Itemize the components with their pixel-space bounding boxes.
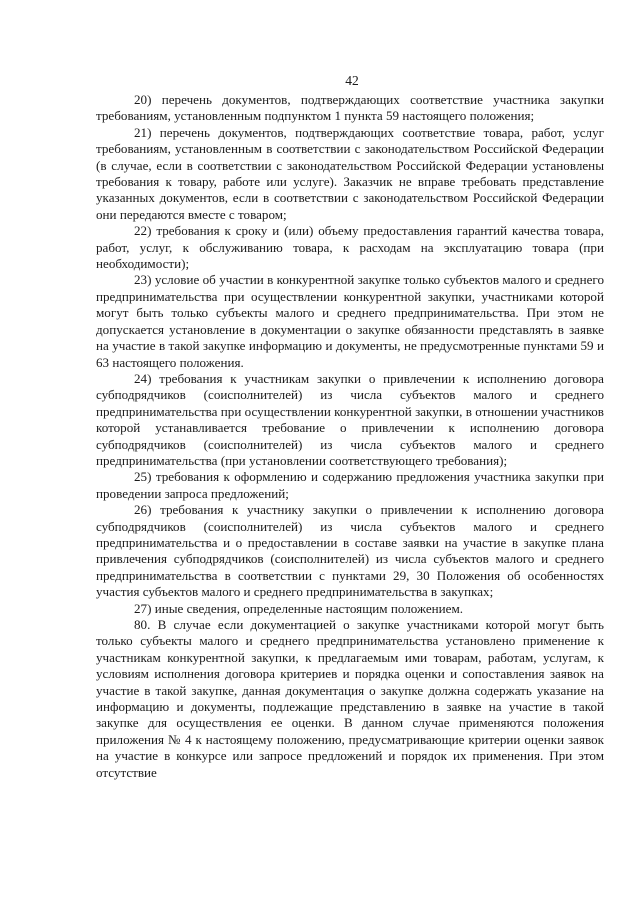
paragraph-item-22: 22) требования к сроку и (или) объему предоставления гарантий качества товара, работ, услуг, к обслуживанию товара, к расходам на эксплуатацию товара (при необходимости);	[96, 223, 604, 272]
page-number: 42	[345, 73, 359, 88]
paragraph-item-26: 26) требования к участнику закупки о привлечении к исполнению договора субподрядчиков (соисполнителей) из числа субъектов малого и среднего предпринимательства и о предоставлении в составе заявки на участие в закупке плана привлечения субподрядчиков (соисполнителей) из числа субъектов малого и среднего предпринимательства в соответствии с пунктами 29, 30 Положения об особенностях участия субъектов малого и среднего предпринимательства в закупках;	[96, 502, 604, 600]
paragraph-item-24: 24) требования к участникам закупки о привлечении к исполнению договора субподрядчиков (соисполнителей) из числа субъектов малого и среднего предпринимательства при осуществлении конкурентной закупки, в отношении участников которой устанавливается требование о привлечении к исполнению договора субподрядчиков (соисполнителей) из числа субъектов малого и среднего предпринимательства (при установлении соответствующего требования);	[96, 370, 604, 468]
paragraph-item-20: 20) перечень документов, подтверждающих соответствие участника закупки требованиям, установленным подпунктом 1 пункта 59 настоящего положения;	[96, 92, 604, 124]
paragraph-clause-80: 80. В случае если документацией о закупке участниками которой могут быть только субъекты малого и среднего предпринимательства установлено применение к участникам конкурентной закупки, к предлагаемым ими товарам, работам, услугам, к условиям исполнения договора критериев и порядка оценки и сопоставления заявок на участие в такой закупке, данная документация о закупке должна содержать указание на информацию и документы, подлежащие представлению в заявке на участие в такой закупке для осуществления ее оценки. В данном случае применяются положения приложения № 4 к настоящему положению, предусматривающие критерии оценки заявок на участие в конкурсе или запросе предложений и порядок их применения. При этом отсутствие	[96, 617, 604, 780]
paragraph-item-25: 25) требования к оформлению и содержанию предложения участника закупки при проведении запроса предложений;	[96, 469, 604, 501]
paragraph-item-27: 27) иные сведения, определенные настоящим положением.	[134, 600, 464, 616]
document-body	[96, 92, 604, 781]
paragraph-item-23: 23) условие об участии в конкурентной закупке только субъектов малого и среднего предпринимательства при осуществлении конкурентной закупки, участниками которой могут быть только субъекты малого и среднего предпринимательства. При этом не допускается установление в документации о закупке обязанности представлять в заявке на участие в такой закупке информацию и документы, не предусмотренные пунктами 59 и 63 настоящего положения.	[96, 272, 604, 370]
paragraph-item-21: 21) перечень документов, подтверждающих соответствие товара, работ, услуг требованиям, установленным в соответствии с законодательством Российской Федерации (в случае, если в соответствии с законодательством Российской Федерации установлены требования к товару, работе или услуге). Заказчик не вправе требовать представление указанных документов, если в соответствии с законодательством Российской Федерации они передаются вместе с товаром;	[96, 124, 604, 222]
